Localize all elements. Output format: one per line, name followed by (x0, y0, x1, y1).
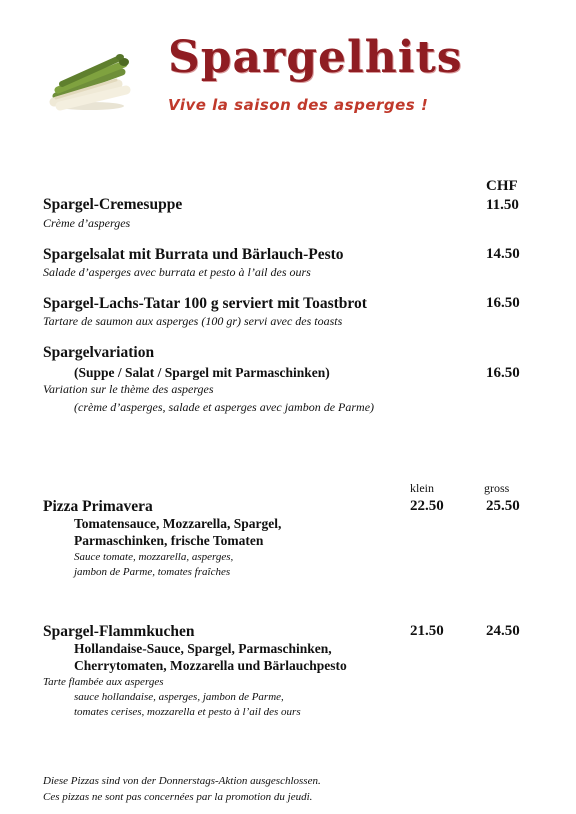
size-header-small: klein (410, 481, 434, 495)
menu-item-name: Spargelsalat mit Burrata und Bärlauch-Pesto (43, 246, 344, 263)
footnote: Ces pizzas ne sont pas concernées par la promotion du jeudi. (43, 791, 313, 803)
pizza-description: Cherrytomaten, Mozzarella und Bärlauchpesto (74, 658, 347, 673)
pizza-price-small: 22.50 (410, 498, 444, 514)
footnote: Diese Pizzas sind von der Donnerstags-Aktion ausgeschlossen. (43, 775, 321, 787)
pizza-translation: jambon de Parme, tomates fraîches (74, 566, 231, 578)
pizza-description: Hollandaise-Sauce, Spargel, Parmaschinken, (74, 641, 332, 656)
page-title: Spargelhits (168, 32, 463, 83)
menu-item-name: Spargel-Lachs-Tatar 100 g serviert mit Toastbrot (43, 295, 367, 312)
size-header-large: gross (484, 481, 510, 495)
pizza-translation: Sauce tomate, mozzarella, asperges, (74, 551, 234, 563)
pizza-description: Tomatensauce, Mozzarella, Spargel, (74, 516, 282, 531)
pizza-name: Spargel-Flammkuchen (43, 623, 195, 640)
pizza-price-large: 24.50 (486, 623, 520, 639)
menu-item-translation: Variation sur le thème des asperges (43, 382, 214, 396)
pizza-description: Parmaschinken, frische Tomaten (74, 533, 264, 548)
menu-item-translation: Salade d’asperges avec burrata et pesto à l’ail des ours (43, 265, 311, 279)
menu-item-translation-detail: (crème d’asperges, salade et asperges avec jambon de Parme) (74, 400, 375, 414)
menu-item-translation: Crème d’asperges (43, 216, 131, 230)
menu-item-price: 11.50 (486, 197, 519, 213)
pizza-translation: sauce hollandaise, asperges, jambon de Parme, (74, 691, 284, 703)
pizza-price-small: 21.50 (410, 623, 444, 639)
menu-item-name: Spargelvariation (43, 344, 155, 361)
pizza-translation-title: Tarte flambée aux asperges (43, 676, 164, 688)
menu-item-translation: Tartare de saumon aux asperges (100 gr) servi avec des toasts (43, 314, 343, 328)
pizza-name: Pizza Primavera (43, 498, 153, 515)
pizza-price-large: 25.50 (486, 498, 520, 514)
menu-item-name: Spargel-Cremesuppe (43, 196, 183, 213)
menu-item-price: 16.50 (486, 295, 520, 311)
pizza-translation: tomates cerises, mozzarella et pesto à l’ail des ours (74, 706, 301, 718)
currency-header: CHF (486, 178, 518, 194)
menu-item-price: 14.50 (486, 246, 520, 262)
tagline: Vive la saison des asperges ! (168, 96, 429, 114)
asparagus-bundle-image (48, 50, 132, 112)
menu-item-price: 16.50 (486, 365, 520, 381)
menu-item-subtitle: (Suppe / Salat / Spargel mit Parmaschinken) (74, 365, 330, 380)
